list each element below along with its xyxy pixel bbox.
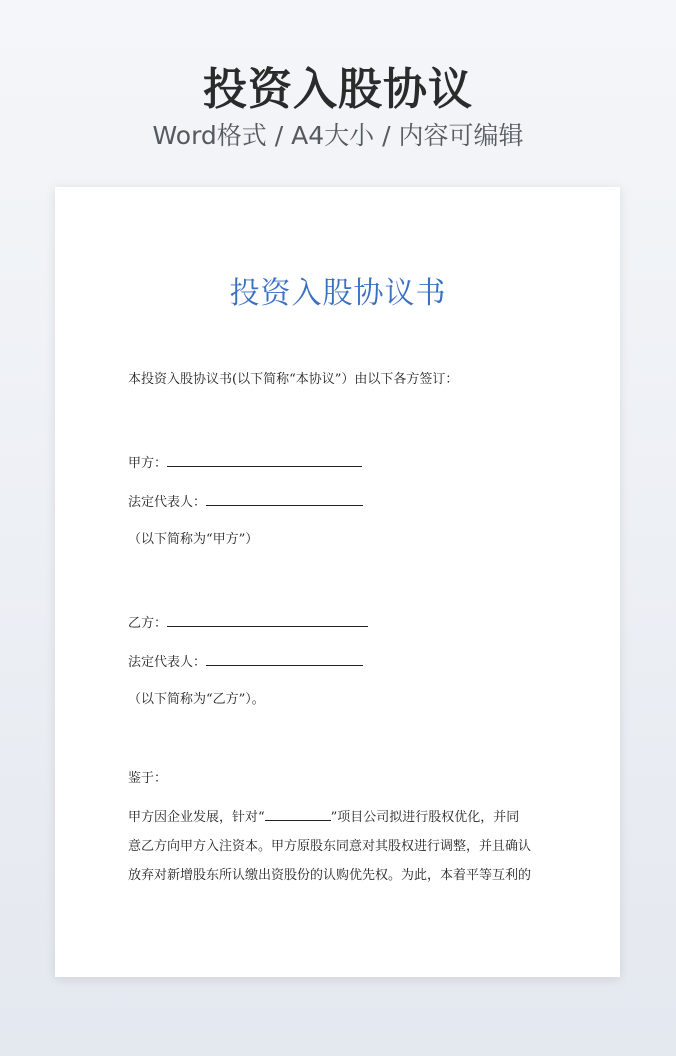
party-a-line [128, 452, 362, 474]
banner-subtitle: Word格式 / A4大小 / 内容可编辑 [152, 121, 524, 150]
party-b-rep-label: 法定代表人： [128, 655, 207, 670]
document-title: 投资入股协议书 [229, 276, 447, 311]
party-b-label: 乙方： [128, 616, 168, 631]
party-b-line [128, 612, 368, 634]
party-a-alias: （以下简称为“甲方”） [128, 532, 259, 547]
recital-line-2: 意乙方向甲方入注资本。甲方原股东同意对其股权进行调整，并且确认 [128, 839, 532, 854]
recital-line-1-end: ”项目公司拟进行股权优化，并同 [330, 810, 520, 825]
party-a-label: 甲方： [128, 456, 168, 471]
project-name-field[interactable] [265, 806, 331, 821]
recital-line-1-start: 甲方因企业发展，针对“ [128, 810, 265, 825]
recital-paragraph [128, 803, 532, 890]
recital-heading: 鉴于： [128, 771, 168, 786]
party-b-rep-field[interactable] [206, 651, 363, 666]
party-a-rep-label: 法定代表人： [128, 495, 207, 510]
party-a-rep-field[interactable] [206, 491, 363, 506]
banner-title: 投资入股协议 [203, 64, 473, 115]
party-a-rep-line [128, 491, 363, 513]
party-b-alias: （以下简称为“乙方”）。 [128, 692, 265, 707]
party-a-name-field[interactable] [167, 452, 362, 467]
party-b-name-field[interactable] [167, 612, 368, 627]
party-b-rep-line [128, 651, 363, 673]
recital-line-3: 放弃对新增股东所认缴出资股份的认购优先权。为此，本着平等互利的 [128, 868, 532, 883]
intro-text: 本投资入股协议书(以下简称“本协议”）由以下各方签订： [128, 372, 459, 387]
recital-line-1 [128, 803, 532, 832]
